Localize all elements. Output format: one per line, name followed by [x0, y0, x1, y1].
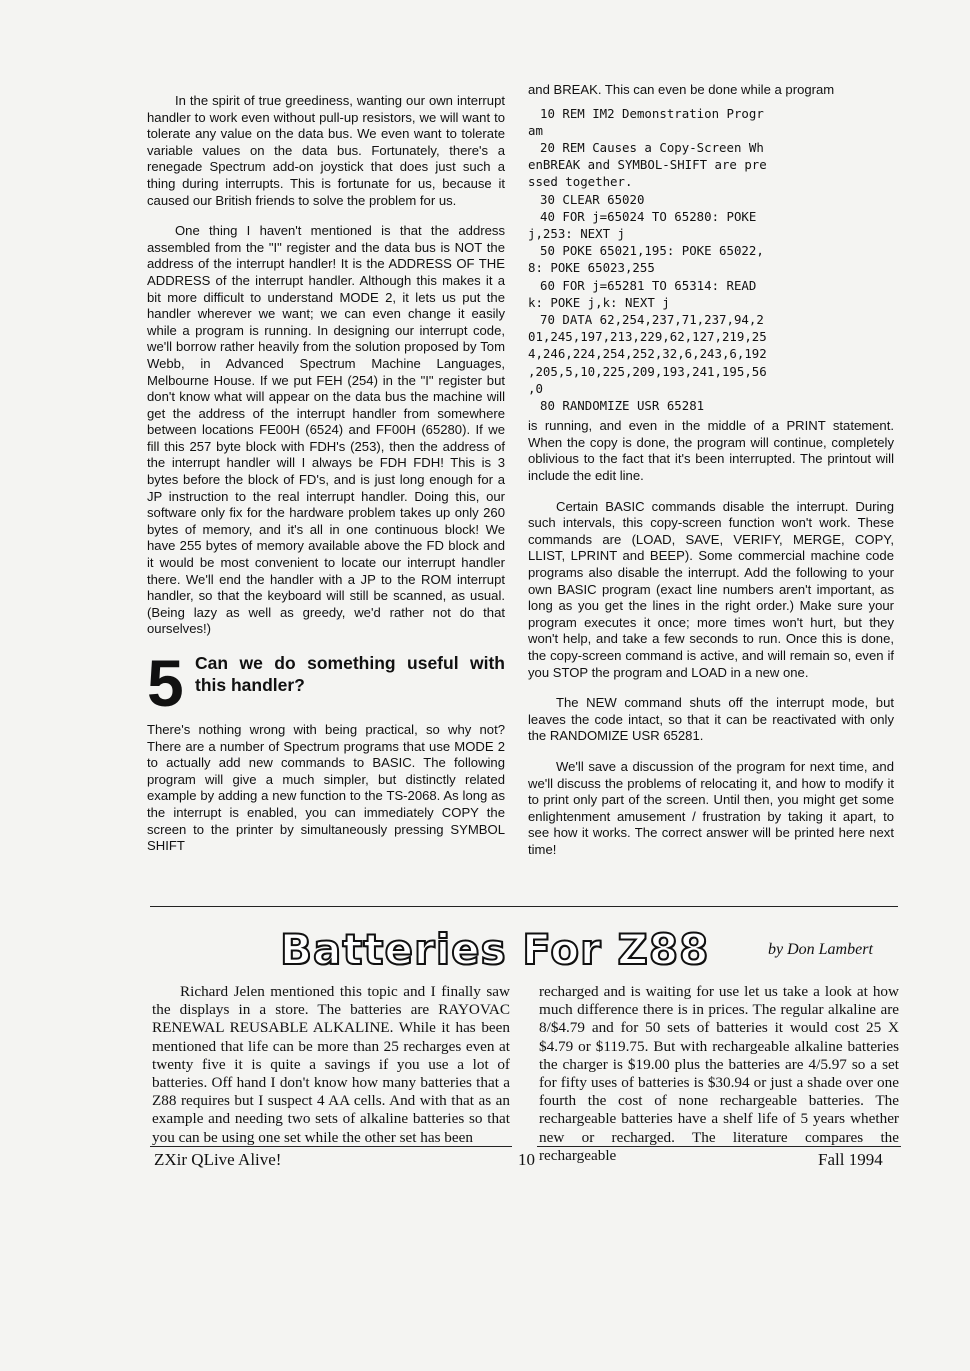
paragraph: We'll save a discussion of the program for next time, and we'll discuss the problems of relocating it, and how to modify it to print only part of the screen. Until then, you might get some enlightenment amusement / frustration by taking it apart, to see how it works. The correct answer will be printed here next time! [528, 758, 894, 857]
code-line: 80 RANDOMIZE USR 65281 [540, 398, 705, 414]
basic-listing [528, 105, 894, 415]
code-line: 01,245,197,213,229,62,127,219,25 [528, 329, 767, 345]
section-body: There's nothing wrong with being practical, so why not? There are a number of Spectrum programs that use MODE 2 to actually add new commands to BASIC. The following program will give a much simpler, but distinctly related example by adding a new function to the TS-2068. As long as the interrupt is enabled, you can immediately COPY the screen to the printer by simultaneously pressing SYMBOL SHIFT [147, 722, 505, 854]
article-left-column [152, 983, 510, 1147]
code-line: 50 POKE 65021,195: POKE 65022, [540, 243, 764, 259]
article-byline: by Don Lambert [768, 941, 873, 958]
section-divider [150, 906, 898, 907]
section-number: 5 [147, 646, 184, 720]
article-right-column [539, 983, 899, 1165]
footer-rule-left [150, 1146, 512, 1147]
code-line: am [528, 122, 543, 138]
footer-issue: Fall 1994 [818, 1150, 883, 1169]
code-line: 8: POKE 65023,255 [528, 260, 655, 276]
paragraph: is running, and even in the middle of a PRINT statement. When the copy is done, the program will continue, completely oblivious to the fact that it's been interrupted. The printout will include the edit line. [528, 418, 894, 484]
code-line: 60 FOR j=65281 TO 65314: READ [540, 277, 757, 293]
section-5 [147, 646, 505, 722]
paragraph-lead: and BREAK. This can even be done while a program [528, 82, 835, 97]
code-line: j,253: NEXT j [528, 226, 625, 242]
code-line: 40 FOR j=65024 TO 65280: POKE [540, 208, 757, 224]
paragraph: recharged and is waiting for use let us take a look at how much difference there is in prices. The regular alkaline are 8/$4.79 and for 50 sets of batteries it would cost 25 X $4.79 or $119.75. But with rechargeable alkaline batteries the charger is $19.00 plus the batteries are 4/5.97 so a set for fifty uses of batteries is $30.94 or just a shade over one fourth the cost of none rechargeable batteries. The rechargeable batteries have a shelf life of 5 years whether new or recharged. The literature compares the rechargeable [539, 983, 899, 1164]
left-column [147, 93, 505, 869]
code-line: 20 REM Causes a Copy-Screen Wh [540, 140, 764, 155]
paragraph: One thing I haven't mentioned is that the address assembled from the "I" register and the data bus is NOT the address of the interrupt handler! It is the ADDRESS OF THE ADDRESS of the interrupt handler. Although this makes it a bit more difficult to understand MODE 2, it lets us put the handler wherever we want; we can even change it easily while a program is running. In designing our interrupt code, we'll borrow rather heavily from the solution proposed by Tom Webb, in Advanced Spectrum Machine Languages, Melbourne House. If we put FEH (254) in the "I" register but don't know what will appear on the data bus the machine will get the address of the interrupt handler from somewhere between locations FE00H (6524) and FF00H (65280). If we fill this 257 byte block with FDH's (253), then the address of the interrupt handler will I always be FDH FDH! This is 3 bytes before the block of FD's, and is just long enough for a JP instruction to the real interrupt handler. Doing this, our software only fix for the hardware problem takes up only 260 bytes of memory, and it's all in one continuous block! We have 255 bytes of memory available above the FD block and it would be most convenient to locate our interrupt handler there. We'll end the handler with a JP to the ROM interrupt handler, so that the keyboard will still be scanned, as usual. (Being lazy as well as greedy, we'd rather not do that ourselves!) [147, 223, 505, 637]
code-line: 30 CLEAR 65020 [540, 191, 645, 207]
paragraph: Richard Jelen mentioned this topic and I finally saw the displays in a store. The batteries are RAYOVAC RENEWAL REUSABLE ALKALINE. While it has been mentioned that life can be more than 25 recharges even at twenty five it is quite a savings if you use a lot of batteries. Off hand I don't know how many batteries that a Z88 requires but I suspect 4 AA cells. And with that as an example and needing two sets of alkaline batteries so that you can be using one set while the other set has been [152, 983, 510, 1146]
code-line: ,205,5,10,225,209,193,241,195,56 [528, 363, 767, 379]
code-line: 4,246,224,254,252,32,6,243,6,192 [528, 346, 767, 362]
code-line: 70 DATA 62,254,237,71,237,94,2 [540, 312, 764, 328]
article-title: Batteries For Z88 [280, 925, 710, 974]
code-line: k: POKE j,k: NEXT j [528, 294, 670, 310]
footer-publication: ZXir QLive Alive! [154, 1150, 282, 1169]
section-title: Can we do something useful with this handler? [195, 653, 505, 695]
code-line: ,0 [528, 380, 543, 396]
code-line: ssed together. [528, 174, 633, 190]
footer-page-number: 10 [518, 1150, 535, 1169]
footer-rule-right [537, 1146, 901, 1147]
paragraph: In the spirit of true greediness, wanting our own interrupt handler to work even without pull-up resistors, we will want to tolerate any value on the data bus. We even want to tolerate variable values on the data bus. Fortunately, there's a renegade Spectrum add-on joystick that does just such a thing during interrupts. This is fortunate for us, because it caused our British friends to solve the problem for us. [147, 93, 505, 208]
code-line: enBREAK and SYMBOL-SHIFT are pre [528, 157, 767, 173]
code-line: 10 REM IM2 Demonstration Progr [540, 105, 764, 121]
right-column [528, 82, 894, 873]
paragraph: The NEW command shuts off the interrupt mode, but leaves the code intact, so that it can be reactivated with only the RANDOMIZE USR 65281. [528, 695, 894, 744]
paragraph: Certain BASIC commands disable the interrupt. During such intervals, this copy-screen function won't work. These commands are (LOAD, SAVE, VERIFY, MERGE, COPY, LLIST, LPRINT and BEEP). Some commercial machine code programs also disable the interrupt. Add the following to your own BASIC program (exact line numbers aren't important, as long as you get the lines in the right order.) Make sure your program executes it once; more times won't hurt, but they won't help, and take a few seconds to run. Once this is done, the copy-screen command is active, and will remain so, even if you STOP the program and LOAD in a new one. [528, 498, 894, 680]
